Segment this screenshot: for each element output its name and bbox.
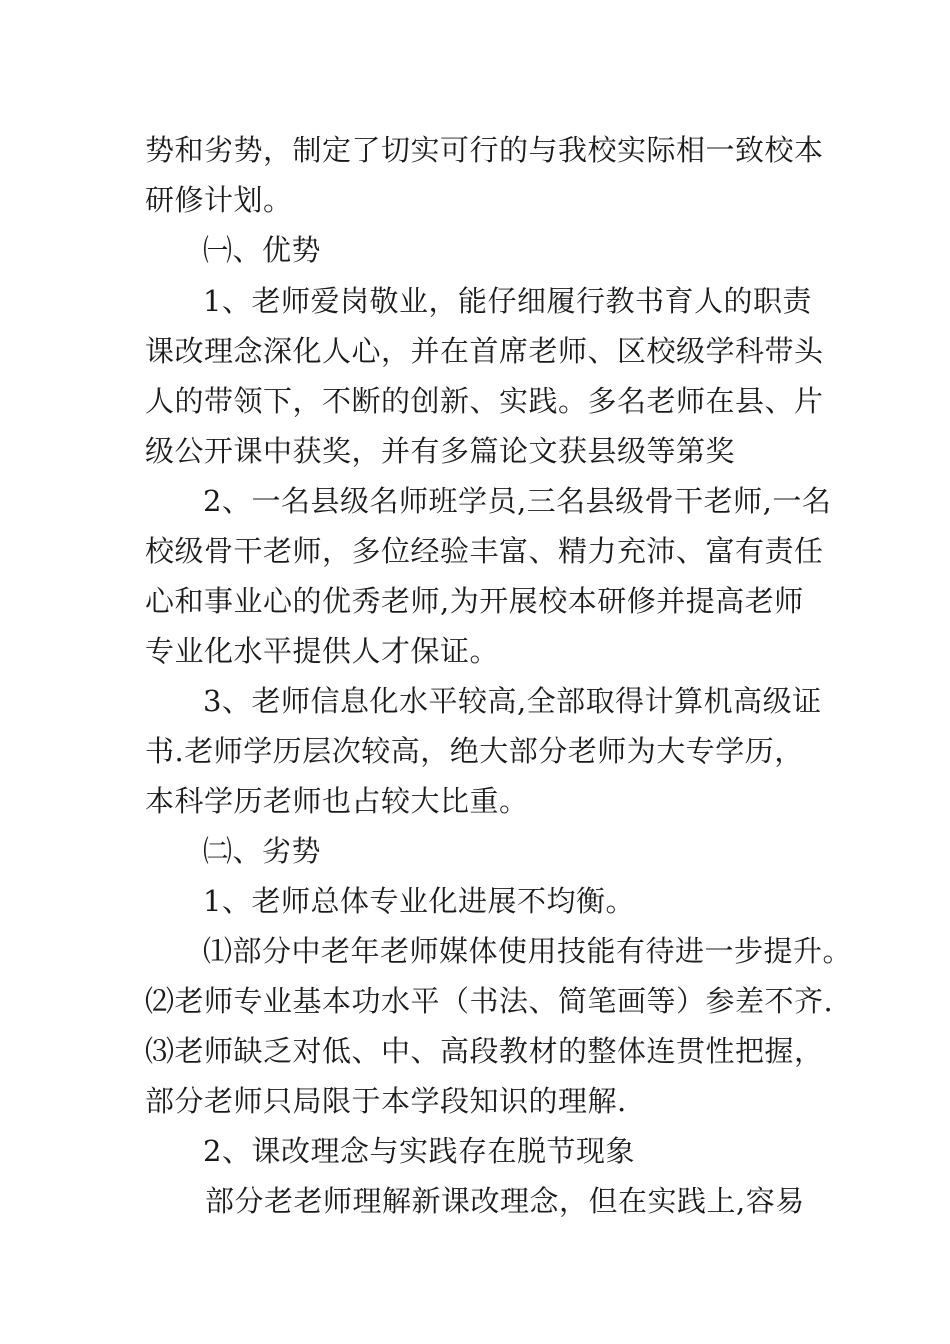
paragraph-line: 课改理念深化人心，并在首席老师、区校级学科带头 (145, 334, 824, 368)
paragraph-line: 2、课改理念与实践存在脱节现象 (203, 1134, 635, 1168)
paragraph-line: 研修计划。 (145, 183, 293, 217)
paragraph-line: 校级骨干老师，多位经验丰富、精力充沛、富有责任 (145, 534, 824, 568)
paragraph-line: 书.老师学历层次较高，绝大部分老师为大专学历， (145, 734, 804, 768)
paragraph-line: 人的带领下，不断的创新、实践。多名老师在县、片 (145, 384, 824, 418)
paragraph-line: 1、老师爱岗敬业，能仔细履行教书育人的职责 (203, 284, 812, 318)
paragraph-line: ⑴部分中老年老师媒体使用技能有待进一步提升。 (203, 934, 853, 968)
paragraph-line: 部分老师只局限于本学段知识的理解. (145, 1084, 627, 1118)
section-heading-disadvantages: ㈡、劣势 (203, 834, 322, 868)
paragraph-line: ⑵老师专业基本功水平（书法、简笔画等）参差不齐. (145, 984, 834, 1018)
paragraph-line: 3、老师信息化水平较高,全部取得计算机高级证 (203, 684, 822, 718)
paragraph-line: ⑶老师缺乏对低、中、高段教材的整体连贯性把握， (145, 1034, 824, 1068)
paragraph-line: 本科学历老师也占较大比重。 (145, 784, 529, 818)
paragraph-line: 部分老老师理解新课改理念，但在实践上,容易 (205, 1184, 805, 1218)
section-heading-advantages: ㈠、优势 (203, 233, 322, 267)
paragraph-line: 级公开课中获奖，并有多篇论文获县级等第奖 (145, 434, 736, 468)
paragraph-line: 2、一名县级名师班学员,三名县级骨干老师,一名 (203, 484, 832, 518)
paragraph-line: 专业化水平提供人才保证。 (145, 634, 500, 668)
paragraph-line: 心和事业心的优秀老师,为开展校本研修并提高老师 (145, 584, 804, 618)
paragraph-line: 1、老师总体专业化进展不均衡。 (203, 884, 635, 918)
paragraph-line: 势和劣势，制定了切实可行的与我校实际相一致校本 (145, 133, 824, 167)
